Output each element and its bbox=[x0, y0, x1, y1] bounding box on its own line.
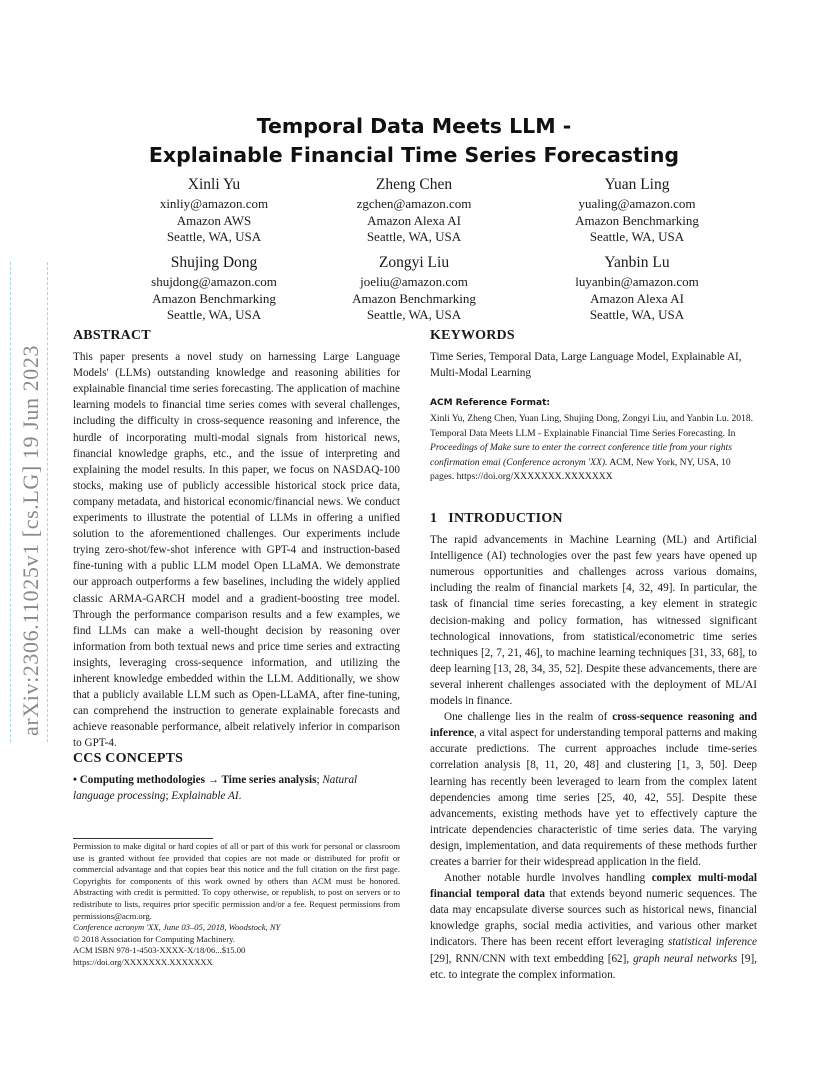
p3-mid: [29], RNN/CNN with text embedding [62], bbox=[430, 952, 634, 965]
author-name: Zheng Chen bbox=[375, 176, 453, 193]
author-email: luyanbin@amazon.com bbox=[575, 274, 699, 289]
author-location: Seattle, WA, USA bbox=[166, 229, 262, 244]
author-email: xinliy@amazon.com bbox=[159, 196, 269, 211]
doi-line: https://doi.org/XXXXXXX.XXXXXXX bbox=[73, 956, 213, 967]
author-email: yualing@amazon.com bbox=[578, 196, 696, 211]
title-line-2: Explainable Financial Time Series Forecasting bbox=[148, 143, 680, 167]
introduction-section bbox=[430, 511, 757, 983]
ccs-bullet: • bbox=[73, 774, 77, 787]
intro-heading: 1 INTRODUCTION bbox=[430, 511, 563, 526]
ccs-concept: Natural language processing bbox=[73, 774, 358, 803]
acm-ref-proceedings: Proceedings of Make sure to enter the correct conference title from your rights confirmation emai (Conference acronym 'XX). bbox=[430, 442, 732, 468]
intro-paragraph bbox=[430, 870, 757, 983]
author-location: Seattle, WA, USA bbox=[166, 307, 262, 322]
p3-italic: graph neural networks bbox=[633, 952, 738, 965]
ccs-concept: Explainable AI bbox=[171, 790, 239, 803]
author-name: Zongyi Liu bbox=[378, 254, 450, 271]
author-name: Shujing Dong bbox=[170, 254, 258, 271]
p3-mid: that extends beyond numeric sequences. The data may encapsulate diverse sources such as historical news, financial knowledge graphs, social media activities, and various other market indicators. There has been recent effort leveraging bbox=[430, 888, 757, 949]
abstract-heading: ABSTRACT bbox=[73, 328, 151, 343]
permission-block bbox=[73, 841, 400, 969]
isbn-line: ACM ISBN 978-1-4503-XXXX-X/18/06...$15.00 bbox=[73, 945, 246, 956]
intro-paragraph: The rapid advancements in Machine Learning (ML) and Artificial Intelligence (AI) technologies over the past few years have opened up numerous opportunities and challenges across various domains, including the realm of financial markets [4, 32, 49]. In particular, the task of financial time series forecasting, a key element in strategic decision-making and policy formation, has witnessed significant technological innovations, from statistical/econometric time series techniques [2, 7, 21, 46], to machine learning techniques [31, 33, 68], to deep learning [13, 28, 34, 35, 52]. Despite these advancements, there are several inherent challenges associated with the deployment of ML/AI models in finance. bbox=[430, 534, 757, 708]
ccs-text bbox=[73, 772, 400, 804]
author-name: Yuan Ling bbox=[604, 176, 670, 193]
p2-pre: One challenge lies in the realm of bbox=[444, 711, 613, 724]
acm-ref-heading: ACM Reference Format: bbox=[430, 398, 550, 408]
title-line-1: Temporal Data Meets LLM - bbox=[256, 114, 572, 138]
author-email: shujdong@amazon.com bbox=[151, 274, 277, 289]
p3-post: [9], etc. to integrate the complex information. bbox=[430, 952, 758, 981]
author-block bbox=[527, 175, 747, 246]
acm-ref-post: ACM, New York, NY, USA, 10 pages. https://doi.org/XXXXXXX.XXXXXXX bbox=[430, 456, 731, 483]
ccs-separator: ; bbox=[316, 774, 323, 787]
ccs-heading: CCS CONCEPTS bbox=[73, 751, 184, 766]
keywords-heading: KEYWORDS bbox=[430, 328, 515, 343]
p3-emphasis: complex multi-modal financial temporal data bbox=[430, 872, 757, 901]
copyright-line: © 2018 Association for Computing Machinery. bbox=[73, 933, 236, 944]
ccs-end: . bbox=[238, 790, 242, 803]
author-email: zgchen@amazon.com bbox=[356, 196, 472, 211]
author-org: Amazon AWS bbox=[176, 212, 252, 228]
author-block bbox=[104, 175, 324, 246]
author-location: Seattle, WA, USA bbox=[589, 307, 685, 322]
p3-pre: Another notable hurdle involves handling bbox=[444, 872, 652, 885]
author-block bbox=[304, 175, 524, 246]
intro-paragraph bbox=[430, 709, 757, 870]
footnote-divider bbox=[73, 838, 213, 839]
author-name: Yanbin Lu bbox=[604, 254, 670, 271]
author-block bbox=[304, 253, 524, 324]
ccs-section bbox=[73, 751, 400, 804]
conference-line: Conference acronym 'XX, June 03–05, 2018, Woodstock, NY bbox=[73, 922, 281, 933]
p2-post: , a vital aspect for understanding temporal patterns and making accurate predictions. The current approaches include time-series correlation analysis [8, 11, 20, 48] and clustering [1, 3, 50]. Deep learning has recently been leveraged to learn from the complex latent dependencies among time series [25, 40, 42, 55]. Despite these advancements, existing methods have yet to effectively capture the intricate dependencies characteristic of time series data. The varying design, implementation, and data requirements of these methods further creates a barrier for their widespread application in the field. bbox=[430, 727, 757, 868]
abstract-text: This paper presents a novel study on harnessing Large Language Models' (LLMs) outstanding knowledge and reasoning abilities for explainable financial time series forecasting. The application of machine learning models to financial time series comes with several challenges, including the difficulty in cross-sequence reasoning and inference, the hurdle of incorporating multi-modal signals from historical news, financial knowledge graphs, etc., and the issue of interpreting and explaining the model results. In this paper, we focus on NASDAQ-100 stocks, making use of publicly accessible historical stock price data, company metadata, and historical economic/financial news. We conduct experiments to illustrate the potential of LLMs in offering a unified solution to the aforementioned challenges. Our experiments include trying zero-shot/few-shot inference with GPT-4 and instruction-based fine-tuning with a public LLM model Open LLaMA. We demonstrate our approach outperforms a few baselines, including the widely applied classic ARMA-GARCH model and a gradient-boosting tree model. Through the performance comparison results and a few examples, we find LLMs can make a well-thought decision by reasoning over information from both textual news and price time series and extracting insights, leveraging cross-sequence information, and utilizing the inherent knowledge embedded within the LLM. Additionally, we show that a publicly available LLM such as Open-LLaMA, after fine-tuning, can comprehend the instruction to generate explainable forecasts and achieve reasonable performance, albeit relatively inferior in comparison to GPT-4. bbox=[73, 351, 400, 750]
abstract-section bbox=[73, 328, 400, 751]
author-location: Seattle, WA, USA bbox=[366, 229, 462, 244]
author-block bbox=[527, 253, 747, 324]
author-org: Amazon Benchmarking bbox=[575, 212, 699, 228]
acm-reference bbox=[430, 396, 757, 484]
ccs-separator: ; bbox=[165, 790, 172, 803]
author-email: joeliu@amazon.com bbox=[360, 274, 468, 289]
author-org: Amazon Alexa AI bbox=[367, 212, 461, 228]
ccs-primary-concept: Computing methodologies → Time series analysis bbox=[79, 774, 317, 787]
paper-title bbox=[0, 112, 828, 170]
acm-ref-text bbox=[430, 412, 757, 484]
author-name: Xinli Yu bbox=[187, 176, 241, 193]
p3-italic: statistical inference bbox=[668, 936, 757, 949]
permission-text: Permission to make digital or hard copies of all or part of this work for personal or classroom use is granted without fee provided that copies are not made or distributed for profit or commercial advantage and that copies bear this notice and the full citation on the first page. Copyrights for components of this work owned by others than ACM must be honored. Abstracting with credit is permitted. To copy otherwise, or republish, to post on servers or to redistribute to lists, requires prior specific permission and/or a fee. Request permissions from permissions@acm.org. bbox=[73, 841, 400, 921]
p2-emphasis: cross-sequence reasoning and inference bbox=[430, 711, 757, 740]
author-location: Seattle, WA, USA bbox=[366, 307, 462, 322]
author-block bbox=[104, 253, 324, 324]
keywords-text: Time Series, Temporal Data, Large Language Model, Explainable AI, Multi-Modal Learning bbox=[430, 351, 742, 380]
keywords-section bbox=[430, 328, 757, 381]
arxiv-stamp: arXiv:2306.11025v1 [cs.LG] 19 Jun 2023 bbox=[18, 344, 43, 736]
acm-ref-pre: Xinli Yu, Zheng Chen, Yuan Ling, Shujing Dong, Zongyi Liu, and Yanbin Lu. 2018. Temporal Data Meets LLM - Explainable Financial Time Series Forecasting. In bbox=[430, 413, 754, 439]
author-org: Amazon Benchmarking bbox=[352, 290, 476, 306]
author-location: Seattle, WA, USA bbox=[589, 229, 685, 244]
author-org: Amazon Alexa AI bbox=[590, 290, 684, 306]
author-org: Amazon Benchmarking bbox=[152, 290, 276, 306]
